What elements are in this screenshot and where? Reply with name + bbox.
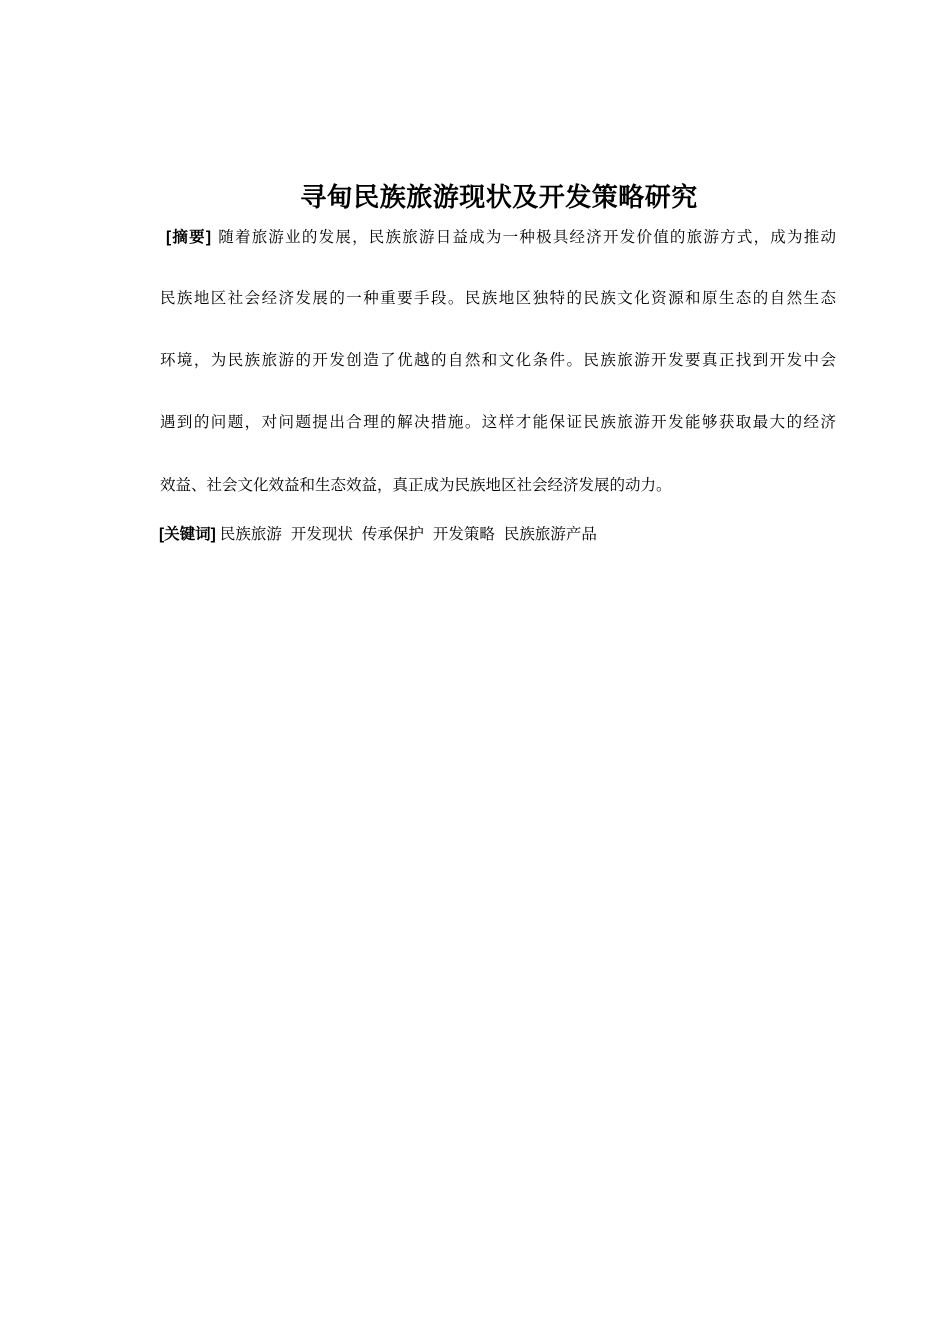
keyword-2: 开发现状 — [290, 525, 353, 543]
abstract-label: [摘要] — [166, 229, 212, 246]
document-title: 寻甸民族旅游现状及开发策略研究 — [300, 183, 698, 213]
abstract-line-1 — [166, 225, 836, 249]
keyword-5: 民族旅游产品 — [503, 525, 597, 543]
keywords-label: [关键词] — [159, 526, 216, 543]
abstract-line-3: 环境，为民族旅游的开发创造了优越的自然和文化条件。民族旅游开发要真正找到开发中会 — [160, 351, 836, 369]
keywords-line — [159, 522, 839, 546]
abstract-text-1: 随着旅游业的发展，民族旅游日益成为一种极具经济开发价值的旅游方式，成为推动 — [217, 228, 836, 246]
abstract-line-5: 效益、社会文化效益和生态效益，真正成为民族地区社会经济发展的动力。 — [160, 476, 672, 494]
keyword-3: 传承保护 — [361, 525, 424, 543]
keyword-1: 民族旅游 — [219, 525, 282, 543]
abstract-line-2: 民族地区社会经济发展的一种重要手段。民族地区独特的民族文化资源和原生态的自然生态 — [160, 289, 836, 307]
abstract-line-4: 遇到的问题，对问题提出合理的解决措施。这样才能保证民族旅游开发能够获取最大的经济 — [160, 413, 836, 431]
keyword-4: 开发策略 — [432, 525, 495, 543]
